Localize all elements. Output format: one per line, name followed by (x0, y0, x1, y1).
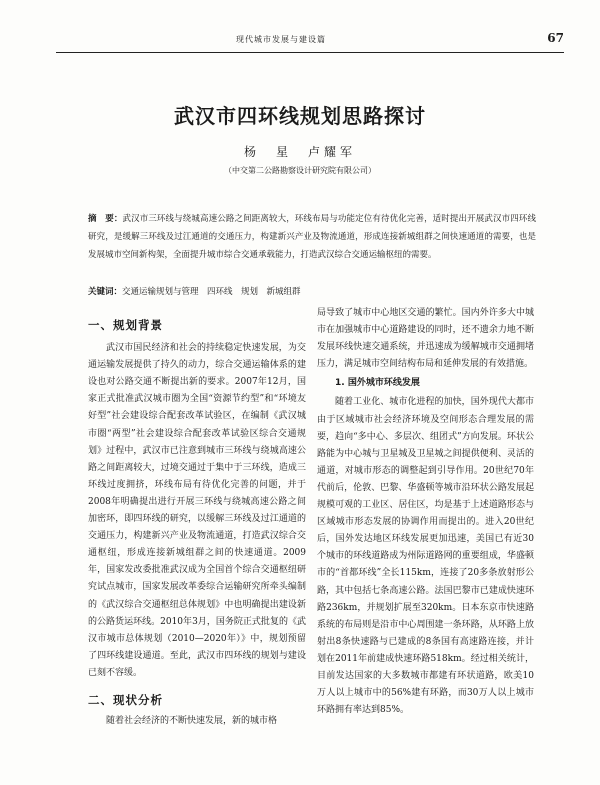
affiliation: （中交第二公路勘察设计研究院有限公司） (224, 166, 376, 175)
journal-name: 现代城市发展与建设篇 (236, 35, 326, 44)
keywords-text: 交通运输规划与管理 四环线 规划 新城组群 (122, 287, 301, 297)
keywords (88, 284, 536, 300)
running-header (56, 31, 564, 53)
keywords-label: 关键词： (88, 287, 123, 297)
left-column (88, 305, 306, 730)
abstract-text: 武汉市三环线与绕城高速公路之间距离较大，环线布局与功能定位有待优化完善，适时提出开展武汉市四环线研究，是缓解三环线及过江通道的交通压力，构建新兴产业及物流通道，形成连接新城组群之间快速通道的需要，也是发展城市空间新构架，全面提升城市综合交通承载能力，打造武汉综合交通运输枢纽的需要。 (88, 214, 536, 260)
section-paragraph-background: 武汉市国民经济和社会的持续稳定快速发展，为交通运输发展提供了持久的动力，综合交通运输体系的建设也对公路交通不断提出新的要求。2007年12月，国家正式批准武汉城市圈为全国“资源节约型”和“环境友好型”社会建设综合配套改革试验区，在编制《武汉城市圈“两型”社会建设综合配套改革试验区综合交通规划》过程中，武汉市已注意到城市三环线与绕城高速公路之间距离较大，过境交通过于集中于三环线，造成三环线过度拥挤，环线布局有待优化完善的问题，并于2008年明确提出进行开展三环线与绕城高速公路之间加密环，即四环线的研究，以缓解三环线及过江通道的交通压力，构建新兴产业及物流通道，打造武汉综合交通枢纽，形成连接新城组群之间的快速通道。2009年，国家发改委批准武汉成为全国首个综合交通枢纽研究试点城市，国家发展改革委综合运输研究所牵头编制的《武汉综合交通枢纽总体规划》中也明确提出建设新的公路货运环线。2010年3月，国务院正式批复的《武汉市城市总体规划（2010—2020年）》中，规划预留了四环线建设通道。至此，武汉市四环线的规划与建设已刻不容缓。 (88, 343, 306, 678)
continued-paragraph: 局导致了城市中心地区交通的繁忙。国内外许多大中城市在加强城市中心道路建设的同时，还不遗余力地不断发展环线快速交通系统，并迅速成为缓解城市交通拥堵压力，满足城市空间结构布局和延伸发展的有效措施。 (317, 308, 534, 370)
section-heading-background: 一、规划背景 (88, 318, 163, 332)
abstract-label: 摘 要： (88, 214, 123, 224)
authors: 杨 星 卢耀军 (243, 145, 356, 159)
section-heading-status: 二、现状分析 (88, 692, 163, 707)
page-number: 67 (547, 31, 564, 45)
right-column (317, 305, 534, 719)
subsection-paragraph: 随着工业化、城市化进程的加快，国外现代大都市由于区域城市社会经济环境及空间形态合理发展的需要，趋向“多中心、多层次、组团式”方向发展。环状公路能为中心城与卫星城及卫星城之间提供便利、灵活的通道，对城市形态的调整起到引导作用。20世纪70年代前后，伦敦、巴黎、华盛顿等城市沿环状公路发展起规模可观的工业区、居住区，均是基于上述道路形态与区域城市形态发展的协调作用而提出的。进入20世纪后，国外发达地区环线发展更加迅速，美国已有近30个城市的环线道路成为州际道路网的重要组成，华盛顿市的“首都环线”全长115km，连接了20多条放射形公路，其中包括七条高速公路。法国巴黎市已建成快速环路236km，并规划扩展至320km。日本东京市快速路系统的布局则是沿市中心周围建一条环路，从环路上放射出8条快速路与已建成的8条国有高速路连接，并计划在2011年前建成快速环路518km。经过相关统计，目前发达国家的大多数城市都建有环状道路，欧美10万人以上城市中的56%建有环路，而30万人以上城市环路拥有率达到85%。 (317, 397, 534, 716)
subsection-heading: 1. 国外城市环线发展 (335, 378, 420, 389)
paper-title: 武汉市四环线规划思路探讨 (174, 104, 426, 128)
abstract (88, 210, 536, 264)
section-paragraph-status: 随着社会经济的不断快速发展，新的城市格 (106, 716, 278, 727)
